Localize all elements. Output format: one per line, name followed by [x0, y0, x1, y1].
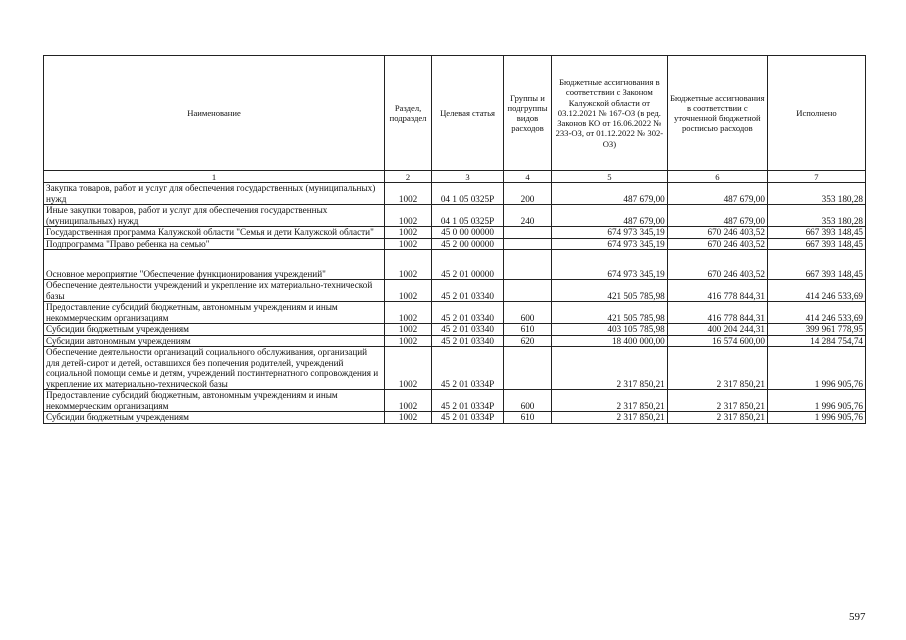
header-row — [44, 56, 866, 171]
row-section: 1002 — [385, 280, 432, 302]
row-executed-amount: 414 246 533,69 — [767, 280, 865, 302]
header-target: Целевая статья — [432, 56, 504, 171]
row-name: Основное мероприятие "Обеспечение функционирования учреждений" — [44, 250, 385, 280]
row-group: 600 — [504, 302, 552, 324]
row-name: Субсидии бюджетным учреждениям — [44, 324, 385, 336]
header-name: Наименование — [44, 56, 385, 171]
row-section: 1002 — [385, 227, 432, 239]
row-group: 200 — [504, 183, 552, 205]
row-section: 1002 — [385, 238, 432, 250]
row-group — [504, 347, 552, 390]
row-target: 45 2 01 03340 — [432, 280, 504, 302]
row-group — [504, 227, 552, 239]
header-groups: Группы и подгруппы видов расходов — [504, 56, 552, 171]
table-row — [44, 280, 866, 302]
row-target: 45 2 01 03340 — [432, 302, 504, 324]
row-target: 04 1 05 0325Р — [432, 183, 504, 205]
column-number: 3 — [432, 171, 504, 183]
row-executed-amount: 1 996 905,76 — [767, 347, 865, 390]
row-name: Предоставление субсидий бюджетным, автономным учреждениям и иным некоммерческим организациям — [44, 302, 385, 324]
row-target: 45 2 01 0334Р — [432, 390, 504, 412]
row-executed-amount: 399 961 778,95 — [767, 324, 865, 336]
page-number: 597 — [849, 611, 866, 623]
column-number: 6 — [667, 171, 767, 183]
row-refined-amount: 487 679,00 — [667, 205, 767, 227]
row-section: 1002 — [385, 324, 432, 336]
header-section: Раздел, подраздел — [385, 56, 432, 171]
row-law-amount: 674 973 345,19 — [551, 238, 667, 250]
row-refined-amount: 2 317 850,21 — [667, 412, 767, 424]
row-group — [504, 238, 552, 250]
row-executed-amount: 1 996 905,76 — [767, 412, 865, 424]
row-refined-amount: 416 778 844,31 — [667, 280, 767, 302]
row-refined-amount: 400 204 244,31 — [667, 324, 767, 336]
header-executed: Исполнено — [767, 56, 865, 171]
row-name: Обеспечение деятельности учреждений и укрепление их материально-технической базы — [44, 280, 385, 302]
table-row — [44, 238, 866, 250]
row-executed-amount: 353 180,28 — [767, 205, 865, 227]
budget-table — [43, 55, 866, 424]
row-refined-amount: 670 246 403,52 — [667, 250, 767, 280]
row-law-amount: 421 505 785,98 — [551, 280, 667, 302]
row-executed-amount: 414 246 533,69 — [767, 302, 865, 324]
header-refined-appropriations: Бюджетные ассигнования в соответствии с уточненной бюджетной росписью расходов — [667, 56, 767, 171]
row-executed-amount: 353 180,28 — [767, 183, 865, 205]
row-group: 620 — [504, 335, 552, 347]
table-row — [44, 183, 866, 205]
row-target: 45 2 01 00000 — [432, 250, 504, 280]
row-refined-amount: 416 778 844,31 — [667, 302, 767, 324]
row-law-amount: 2 317 850,21 — [551, 412, 667, 424]
row-refined-amount: 670 246 403,52 — [667, 227, 767, 239]
row-executed-amount: 667 393 148,45 — [767, 250, 865, 280]
row-section: 1002 — [385, 205, 432, 227]
row-name: Обеспечение деятельности организаций социального обслуживания, организаций для детей-сирот и детей, оставшихся без попечения родителей, учреждений социальной помощи семье и детям, учреждений постинтернатного сопровождения и укрепление их материально-технической базы — [44, 347, 385, 390]
header-law-appropriations: Бюджетные ассигнования в соответствии с Законом Калужской области от 03.12.2021 № 167-ОЗ (в ред. Законов КО от 16.06.2022 № 233-ОЗ, от 01.12.2022 № 302-ОЗ) — [551, 56, 667, 171]
row-executed-amount: 667 393 148,45 — [767, 227, 865, 239]
row-target: 45 2 01 0334Р — [432, 412, 504, 424]
column-number: 1 — [44, 171, 385, 183]
row-law-amount: 2 317 850,21 — [551, 390, 667, 412]
row-refined-amount: 2 317 850,21 — [667, 347, 767, 390]
row-section: 1002 — [385, 412, 432, 424]
row-section: 1002 — [385, 390, 432, 412]
row-section: 1002 — [385, 335, 432, 347]
row-law-amount: 2 317 850,21 — [551, 347, 667, 390]
row-refined-amount: 16 574 600,00 — [667, 335, 767, 347]
row-group: 600 — [504, 390, 552, 412]
table-row — [44, 302, 866, 324]
row-executed-amount: 14 284 754,74 — [767, 335, 865, 347]
column-number: 5 — [551, 171, 667, 183]
row-executed-amount: 1 996 905,76 — [767, 390, 865, 412]
row-name: Субсидии автономным учреждениям — [44, 335, 385, 347]
row-name: Закупка товаров, работ и услуг для обеспечения государственных (муниципальных) нужд — [44, 183, 385, 205]
table-row — [44, 324, 866, 336]
row-law-amount: 403 105 785,98 — [551, 324, 667, 336]
row-law-amount: 674 973 345,19 — [551, 227, 667, 239]
row-name: Иные закупки товаров, работ и услуг для обеспечения государственных (муниципальных) нужд — [44, 205, 385, 227]
row-target: 45 0 00 00000 — [432, 227, 504, 239]
column-number: 2 — [385, 171, 432, 183]
row-refined-amount: 487 679,00 — [667, 183, 767, 205]
row-refined-amount: 670 246 403,52 — [667, 238, 767, 250]
row-target: 45 2 01 03340 — [432, 324, 504, 336]
row-section: 1002 — [385, 183, 432, 205]
row-section: 1002 — [385, 347, 432, 390]
row-group — [504, 280, 552, 302]
row-executed-amount: 667 393 148,45 — [767, 238, 865, 250]
row-law-amount: 674 973 345,19 — [551, 250, 667, 280]
row-target: 45 2 00 00000 — [432, 238, 504, 250]
row-name: Подпрограмма "Право ребенка на семью" — [44, 238, 385, 250]
column-number: 4 — [504, 171, 552, 183]
table-row — [44, 390, 866, 412]
row-group — [504, 250, 552, 280]
row-target: 45 2 01 0334Р — [432, 347, 504, 390]
row-law-amount: 487 679,00 — [551, 205, 667, 227]
row-name: Государственная программа Калужской области "Семья и дети Калужской области" — [44, 227, 385, 239]
row-law-amount: 18 400 000,00 — [551, 335, 667, 347]
row-target: 45 2 01 03340 — [432, 335, 504, 347]
table-row — [44, 347, 866, 390]
row-group: 610 — [504, 412, 552, 424]
column-number-row — [44, 171, 866, 183]
row-section: 1002 — [385, 250, 432, 280]
row-name: Субсидии бюджетным учреждениям — [44, 412, 385, 424]
row-group: 610 — [504, 324, 552, 336]
row-law-amount: 421 505 785,98 — [551, 302, 667, 324]
table-row — [44, 227, 866, 239]
row-group: 240 — [504, 205, 552, 227]
row-law-amount: 487 679,00 — [551, 183, 667, 205]
row-refined-amount: 2 317 850,21 — [667, 390, 767, 412]
row-name: Предоставление субсидий бюджетным, автономным учреждениям и иным некоммерческим организациям — [44, 390, 385, 412]
row-target: 04 1 05 0325Р — [432, 205, 504, 227]
table-row — [44, 335, 866, 347]
table-row — [44, 205, 866, 227]
table-row — [44, 412, 866, 424]
table-row — [44, 250, 866, 280]
row-section: 1002 — [385, 302, 432, 324]
column-number: 7 — [767, 171, 865, 183]
